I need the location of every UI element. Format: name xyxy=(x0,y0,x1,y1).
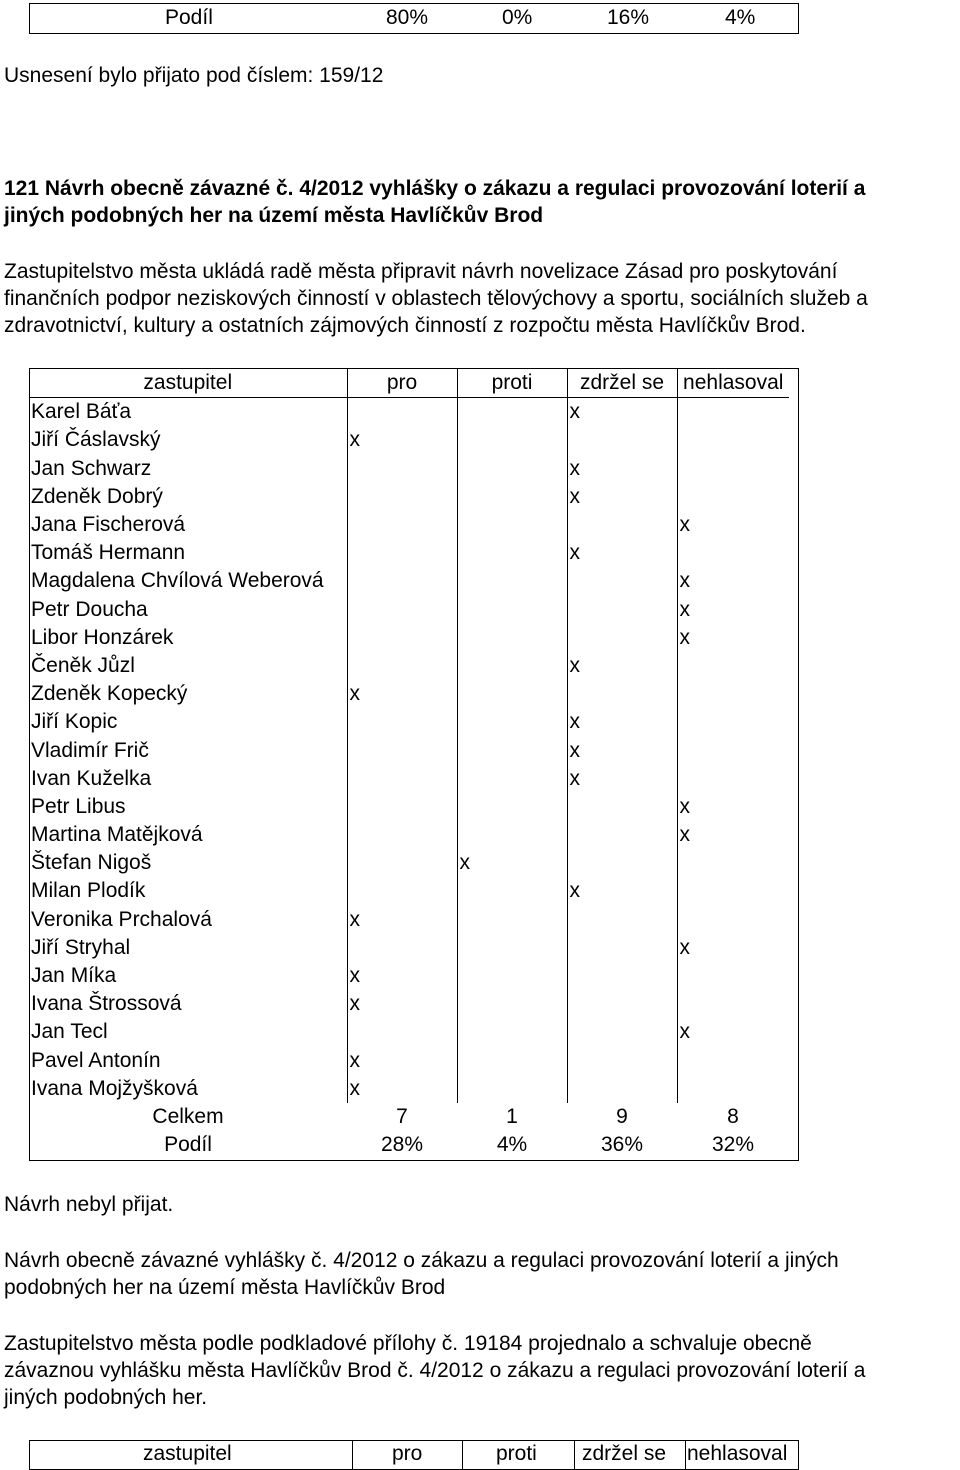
vote-mark-proti xyxy=(457,624,567,652)
vote-mark-nehlasoval xyxy=(677,906,789,934)
vote-mark-nehlasoval: x xyxy=(677,793,789,821)
vote-mark-pro xyxy=(347,793,457,821)
table-row xyxy=(29,736,789,764)
table-row xyxy=(29,877,789,905)
item-121-text-line2: finančních podpor neziskových činností v oblastech tělovýchovy a sportu, sociálních služeb a xyxy=(4,287,868,310)
vote-mark-zdrzel xyxy=(567,596,677,624)
member-name: Jan Míka xyxy=(31,964,117,988)
top-share-label: Podíl xyxy=(165,6,213,29)
vote-mark-proti xyxy=(457,398,567,427)
member-name: Jiří Čáslavský xyxy=(31,428,161,452)
vote-mark-zdrzel xyxy=(567,426,677,454)
top-share-row xyxy=(29,3,799,34)
resolution-passed-text: Usnesení bylo přijato pod číslem: 159/12 xyxy=(4,64,384,87)
vote-mark-proti xyxy=(457,567,567,595)
vote-mark-zdrzel xyxy=(567,511,677,539)
member-name: Libor Honzárek xyxy=(31,625,174,649)
member-name: Štefan Nigoš xyxy=(31,851,152,875)
table-row xyxy=(29,483,789,511)
table-row xyxy=(29,849,789,877)
vote-mark-zdrzel xyxy=(567,906,677,934)
vote-mark-proti xyxy=(457,483,567,511)
vote-mark-pro xyxy=(347,877,457,905)
vote-mark-pro xyxy=(347,624,457,652)
vote-mark-pro: x xyxy=(347,906,457,934)
bottom-divider-4 xyxy=(685,1441,686,1469)
vote-mark-pro: x xyxy=(347,680,457,708)
vote-mark-zdrzel xyxy=(567,962,677,990)
table-row xyxy=(29,398,789,427)
header-pro: pro xyxy=(347,369,457,398)
table-row xyxy=(29,708,789,736)
member-name: Tomáš Hermann xyxy=(31,541,186,565)
vote-mark-zdrzel xyxy=(567,849,677,877)
vote-mark-proti: x xyxy=(457,849,567,877)
member-name: Martina Matějková xyxy=(31,823,203,847)
vote-mark-nehlasoval xyxy=(677,680,789,708)
vote-mark-proti xyxy=(457,934,567,962)
vote-mark-pro xyxy=(347,455,457,483)
bottom-table-header xyxy=(29,1440,799,1470)
vote-mark-proti xyxy=(457,652,567,680)
table-row xyxy=(29,624,789,652)
vote-mark-nehlasoval xyxy=(677,652,789,680)
table-row xyxy=(29,539,789,567)
member-name: Jiří Stryhal xyxy=(31,935,131,959)
vote-mark-pro: x xyxy=(347,1047,457,1075)
member-name: Petr Libus xyxy=(31,794,126,818)
totals-label: Celkem xyxy=(152,1104,224,1128)
bottom-header-zdrzel: zdržel se xyxy=(582,1442,667,1465)
totals-pro: 7 xyxy=(396,1104,408,1128)
table-row xyxy=(29,793,789,821)
bottom-header-proti: proti xyxy=(496,1442,537,1465)
bottom-divider-1 xyxy=(352,1441,353,1469)
vote-mark-proti xyxy=(457,596,567,624)
vote-mark-nehlasoval: x xyxy=(677,596,789,624)
vote-mark-pro xyxy=(347,596,457,624)
share-proti: 4% xyxy=(496,1133,528,1157)
vote-mark-zdrzel xyxy=(567,1075,677,1103)
table-row xyxy=(29,455,789,483)
vote-mark-zdrzel xyxy=(567,1047,677,1075)
top-share-nehlasoval: 4% xyxy=(725,6,756,29)
vote-mark-zdrzel xyxy=(567,793,677,821)
vote-mark-nehlasoval xyxy=(677,877,789,905)
vote-mark-zdrzel: x xyxy=(567,708,677,736)
share-row xyxy=(29,1131,789,1159)
bottom-divider-3 xyxy=(574,1441,575,1469)
vote-mark-zdrzel: x xyxy=(567,765,677,793)
member-name: Milan Plodík xyxy=(31,879,146,903)
item-121-title-line2: jiných podobných her na území města Havlíčkův Brod xyxy=(4,204,544,227)
vote-mark-proti xyxy=(457,1075,567,1103)
table-row xyxy=(29,1047,789,1075)
table-row xyxy=(29,511,789,539)
table-row xyxy=(29,567,789,595)
member-name: Jan Schwarz xyxy=(31,456,152,480)
vote-mark-proti xyxy=(457,877,567,905)
bottom-header-zastupitel: zastupitel xyxy=(143,1442,232,1465)
share-zdrzel: 36% xyxy=(600,1133,644,1157)
vote-mark-proti xyxy=(457,680,567,708)
vote-mark-nehlasoval xyxy=(677,962,789,990)
share-nehlasoval: 32% xyxy=(711,1133,755,1157)
vote-mark-proti xyxy=(457,455,567,483)
vote-mark-nehlasoval: x xyxy=(677,821,789,849)
vote-mark-nehlasoval xyxy=(677,1047,789,1075)
header-zastupitel: zastupitel xyxy=(29,369,347,398)
vote-mark-zdrzel xyxy=(567,934,677,962)
vote-mark-pro xyxy=(347,765,457,793)
bottom-header-nehlasoval: nehlasoval xyxy=(687,1442,788,1465)
vote-mark-proti xyxy=(457,539,567,567)
bottom-header-pro: pro xyxy=(392,1442,423,1465)
share-label: Podíl xyxy=(164,1133,212,1157)
totals-zdrzel: 9 xyxy=(616,1104,628,1128)
totals-proti: 1 xyxy=(506,1104,518,1128)
table-row xyxy=(29,990,789,1018)
item-121-text-line1: Zastupitelstvo města ukládá radě města připravit návrh novelizace Zásad pro poskytování xyxy=(4,260,838,283)
item-121-text-line3: zdravotnictví, kultury a ostatních zájmových činností z rozpočtu města Havlíčkův Brod. xyxy=(4,314,806,337)
vote-mark-pro: x xyxy=(347,962,457,990)
vote-mark-nehlasoval: x xyxy=(677,624,789,652)
vote-mark-nehlasoval: x xyxy=(677,567,789,595)
vote-mark-proti xyxy=(457,511,567,539)
vote-mark-nehlasoval: x xyxy=(677,511,789,539)
totals-nehlasoval: 8 xyxy=(727,1104,739,1128)
vote-mark-pro: x xyxy=(347,1075,457,1103)
member-name: Karel Báťa xyxy=(31,400,132,424)
member-name: Jan Tecl xyxy=(31,1020,108,1044)
vote-mark-pro: x xyxy=(347,426,457,454)
vote-mark-pro xyxy=(347,849,457,877)
vote-mark-zdrzel: x xyxy=(567,539,677,567)
vote-mark-proti xyxy=(457,1018,567,1046)
vote-mark-nehlasoval xyxy=(677,1075,789,1103)
top-share-zdrzel: 16% xyxy=(607,6,650,29)
table-row xyxy=(29,652,789,680)
member-name: Vladimír Frič xyxy=(31,738,149,762)
header-proti: proti xyxy=(457,369,567,398)
vote-mark-pro xyxy=(347,652,457,680)
vote-mark-nehlasoval xyxy=(677,398,789,427)
vote-mark-nehlasoval xyxy=(677,426,789,454)
vote-mark-pro xyxy=(347,708,457,736)
table-row xyxy=(29,934,789,962)
result-text: Návrh nebyl přijat. xyxy=(4,1193,174,1216)
member-name: Veronika Prchalová xyxy=(31,907,212,931)
vote-mark-pro: x xyxy=(347,990,457,1018)
next-item-text-line1: Zastupitelstvo města podle podkladové přílohy č. 19184 projednalo a schvaluje obecně xyxy=(4,1332,812,1355)
table-row xyxy=(29,962,789,990)
next-item-title-line2: podobných her na území města Havlíčkův Brod xyxy=(4,1276,446,1299)
vote-mark-proti xyxy=(457,793,567,821)
vote-mark-proti xyxy=(457,708,567,736)
vote-mark-pro xyxy=(347,398,457,427)
next-item-text-line3: jiných podobných her. xyxy=(4,1386,208,1409)
vote-mark-zdrzel: x xyxy=(567,736,677,764)
vote-mark-proti xyxy=(457,962,567,990)
vote-mark-nehlasoval xyxy=(677,765,789,793)
vote-mark-pro xyxy=(347,511,457,539)
vote-mark-nehlasoval xyxy=(677,849,789,877)
member-name: Zdeněk Kopecký xyxy=(31,682,188,706)
table-row xyxy=(29,1018,789,1046)
member-name: Jana Fischerová xyxy=(31,513,186,537)
vote-mark-pro xyxy=(347,736,457,764)
vote-mark-pro xyxy=(347,1018,457,1046)
vote-mark-zdrzel: x xyxy=(567,877,677,905)
vote-mark-nehlasoval: x xyxy=(677,1018,789,1046)
table-row xyxy=(29,426,789,454)
top-share-pro: 80% xyxy=(386,6,429,29)
top-share-proti: 0% xyxy=(502,6,533,29)
vote-mark-nehlasoval xyxy=(677,736,789,764)
vote-mark-proti xyxy=(457,821,567,849)
member-name: Jiří Kopic xyxy=(31,710,118,734)
header-zdrzel: zdržel se xyxy=(567,369,677,398)
vote-mark-zdrzel: x xyxy=(567,483,677,511)
vote-table-header xyxy=(29,369,789,398)
vote-mark-zdrzel: x xyxy=(567,398,677,427)
vote-mark-zdrzel: x xyxy=(567,652,677,680)
vote-mark-nehlasoval xyxy=(677,990,789,1018)
table-row xyxy=(29,906,789,934)
vote-mark-pro xyxy=(347,934,457,962)
totals-row xyxy=(29,1103,789,1131)
member-name: Ivan Kuželka xyxy=(31,766,152,790)
vote-mark-zdrzel xyxy=(567,680,677,708)
vote-mark-pro xyxy=(347,567,457,595)
vote-mark-nehlasoval xyxy=(677,455,789,483)
table-row xyxy=(29,1075,789,1103)
vote-mark-zdrzel: x xyxy=(567,455,677,483)
vote-mark-nehlasoval xyxy=(677,708,789,736)
member-name: Magdalena Chvílová Weberová xyxy=(31,569,324,593)
vote-mark-nehlasoval xyxy=(677,539,789,567)
member-name: Zdeněk Dobrý xyxy=(31,484,163,508)
next-item-text-line2: závaznou vyhlášku města Havlíčkův Brod č. 4/2012 o zákazu a regulaci provozování loterií a xyxy=(4,1359,866,1382)
vote-table xyxy=(29,368,789,1159)
bottom-divider-2 xyxy=(462,1441,463,1469)
next-item-title-line1: Návrh obecně závazné vyhlášky č. 4/2012 o zákazu a regulaci provozování loterií a jiných xyxy=(4,1249,839,1272)
vote-mark-pro xyxy=(347,483,457,511)
vote-mark-zdrzel xyxy=(567,567,677,595)
item-121-title-line1: 121 Návrh obecně závazné č. 4/2012 vyhlášky o zákazu a regulaci provozování loterií a xyxy=(4,177,866,200)
vote-mark-zdrzel xyxy=(567,990,677,1018)
vote-mark-proti xyxy=(457,736,567,764)
member-name: Ivana Štrossová xyxy=(31,992,182,1016)
table-row xyxy=(29,680,789,708)
vote-mark-proti xyxy=(457,990,567,1018)
member-name: Pavel Antonín xyxy=(31,1048,161,1072)
member-name: Petr Doucha xyxy=(31,597,148,621)
vote-mark-proti xyxy=(457,765,567,793)
table-row xyxy=(29,821,789,849)
vote-mark-zdrzel xyxy=(567,624,677,652)
table-row xyxy=(29,765,789,793)
share-pro: 28% xyxy=(380,1133,424,1157)
member-name: Ivana Mojžyšková xyxy=(31,1076,198,1100)
vote-mark-proti xyxy=(457,906,567,934)
table-row xyxy=(29,596,789,624)
vote-mark-zdrzel xyxy=(567,821,677,849)
vote-mark-nehlasoval xyxy=(677,483,789,511)
vote-mark-proti xyxy=(457,1047,567,1075)
vote-mark-proti xyxy=(457,426,567,454)
vote-mark-pro xyxy=(347,821,457,849)
member-name: Čeněk Jůzl xyxy=(31,653,135,677)
vote-mark-zdrzel xyxy=(567,1018,677,1046)
vote-mark-pro xyxy=(347,539,457,567)
header-nehlasoval: nehlasoval xyxy=(677,369,789,398)
vote-mark-nehlasoval: x xyxy=(677,934,789,962)
